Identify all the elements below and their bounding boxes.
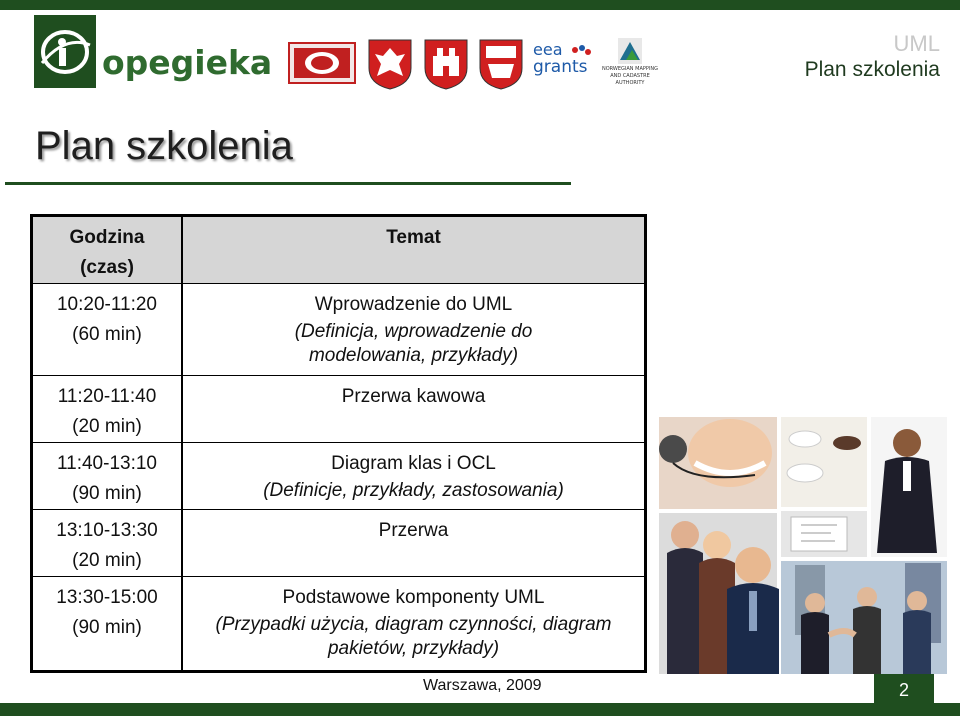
schedule-table [30,214,647,673]
eea-grants-logo [533,42,593,86]
time-range: 10:20-11:20 [56,294,157,315]
topic-title: Przerwa [378,520,449,541]
eea-grants-logo-eea: eea [533,40,563,59]
bottom-bar [0,703,960,716]
topic-title: Podstawowe komponenty UML [282,587,545,608]
table-row [32,577,646,672]
topic-cell [182,284,646,376]
time-cell [32,577,183,672]
time-cell [32,443,183,510]
header-title: UML [893,31,940,56]
topic-cell [182,577,646,672]
table-row [32,443,646,510]
table-row [32,510,646,577]
top-bar [0,0,960,10]
time-cell [32,510,183,577]
time-cell [32,376,183,443]
nma-line-2: AND CADASTRE [610,73,650,79]
topic-cell [182,510,646,577]
time-range: 11:20-11:40 [57,386,157,407]
topic-description: (Przypadki użycia, diagram czynności, diagram pakietów, przykłady) [215,614,612,659]
nma-line-1: NORWEGIAN MAPPING [601,66,658,72]
topic-title: Diagram klas i OCL [331,453,496,474]
time-cell [32,284,183,376]
norwegian-mapping-mark-icon [618,38,642,64]
page-title: Plan szkolenia [35,124,293,168]
column-header-time-line2: (czas) [80,257,134,278]
county-coat-of-arms-icon [478,38,524,90]
column-header-topic-label: Temat [386,227,441,248]
time-range: 13:10-13:30 [56,520,158,541]
table-header-row [32,216,646,284]
nma-line-3: AUTHORITY [615,80,645,86]
duration: (20 min) [72,550,142,571]
norwegian-mapping-authority-logo [600,38,660,92]
column-header-topic [182,216,646,284]
duration: (20 min) [72,416,142,437]
header-subtitle: Plan szkolenia [804,58,940,81]
column-header-time-line1: Godzina [69,227,145,248]
topic-description: (Definicje, przykłady, zastosowania) [263,480,564,501]
topic-description: (Definicja, wprowadzenie do modelowania, przykłady) [294,321,533,366]
topic-cell [182,376,646,443]
column-header-time [32,216,183,284]
business-people-collage-image [655,413,951,678]
eea-dots-icon [571,44,591,56]
time-range: 13:30-15:00 [56,587,158,608]
time-range: 11:40-13:10 [56,453,157,474]
logo-text: opegieka [102,43,273,82]
duration: (60 min) [72,324,142,345]
duration: (90 min) [72,483,142,504]
footer-location-date: Warszawa, 2009 [423,677,542,694]
duration: (90 min) [72,617,142,638]
city-coat-of-arms-icon [423,38,469,90]
partner-logo-emblem-icon [288,42,356,84]
table-row [32,376,646,443]
eea-grants-logo-grants: grants [533,57,588,77]
opegieka-logo-icon [34,15,96,88]
topic-title: Wprowadzenie do UML [314,294,513,315]
title-underline [5,182,571,185]
poland-coat-of-arms-icon [367,38,413,90]
topic-cell [182,443,646,510]
table-row [32,284,646,376]
page-number: 2 [874,674,934,704]
topic-title: Przerwa kawowa [341,386,486,407]
